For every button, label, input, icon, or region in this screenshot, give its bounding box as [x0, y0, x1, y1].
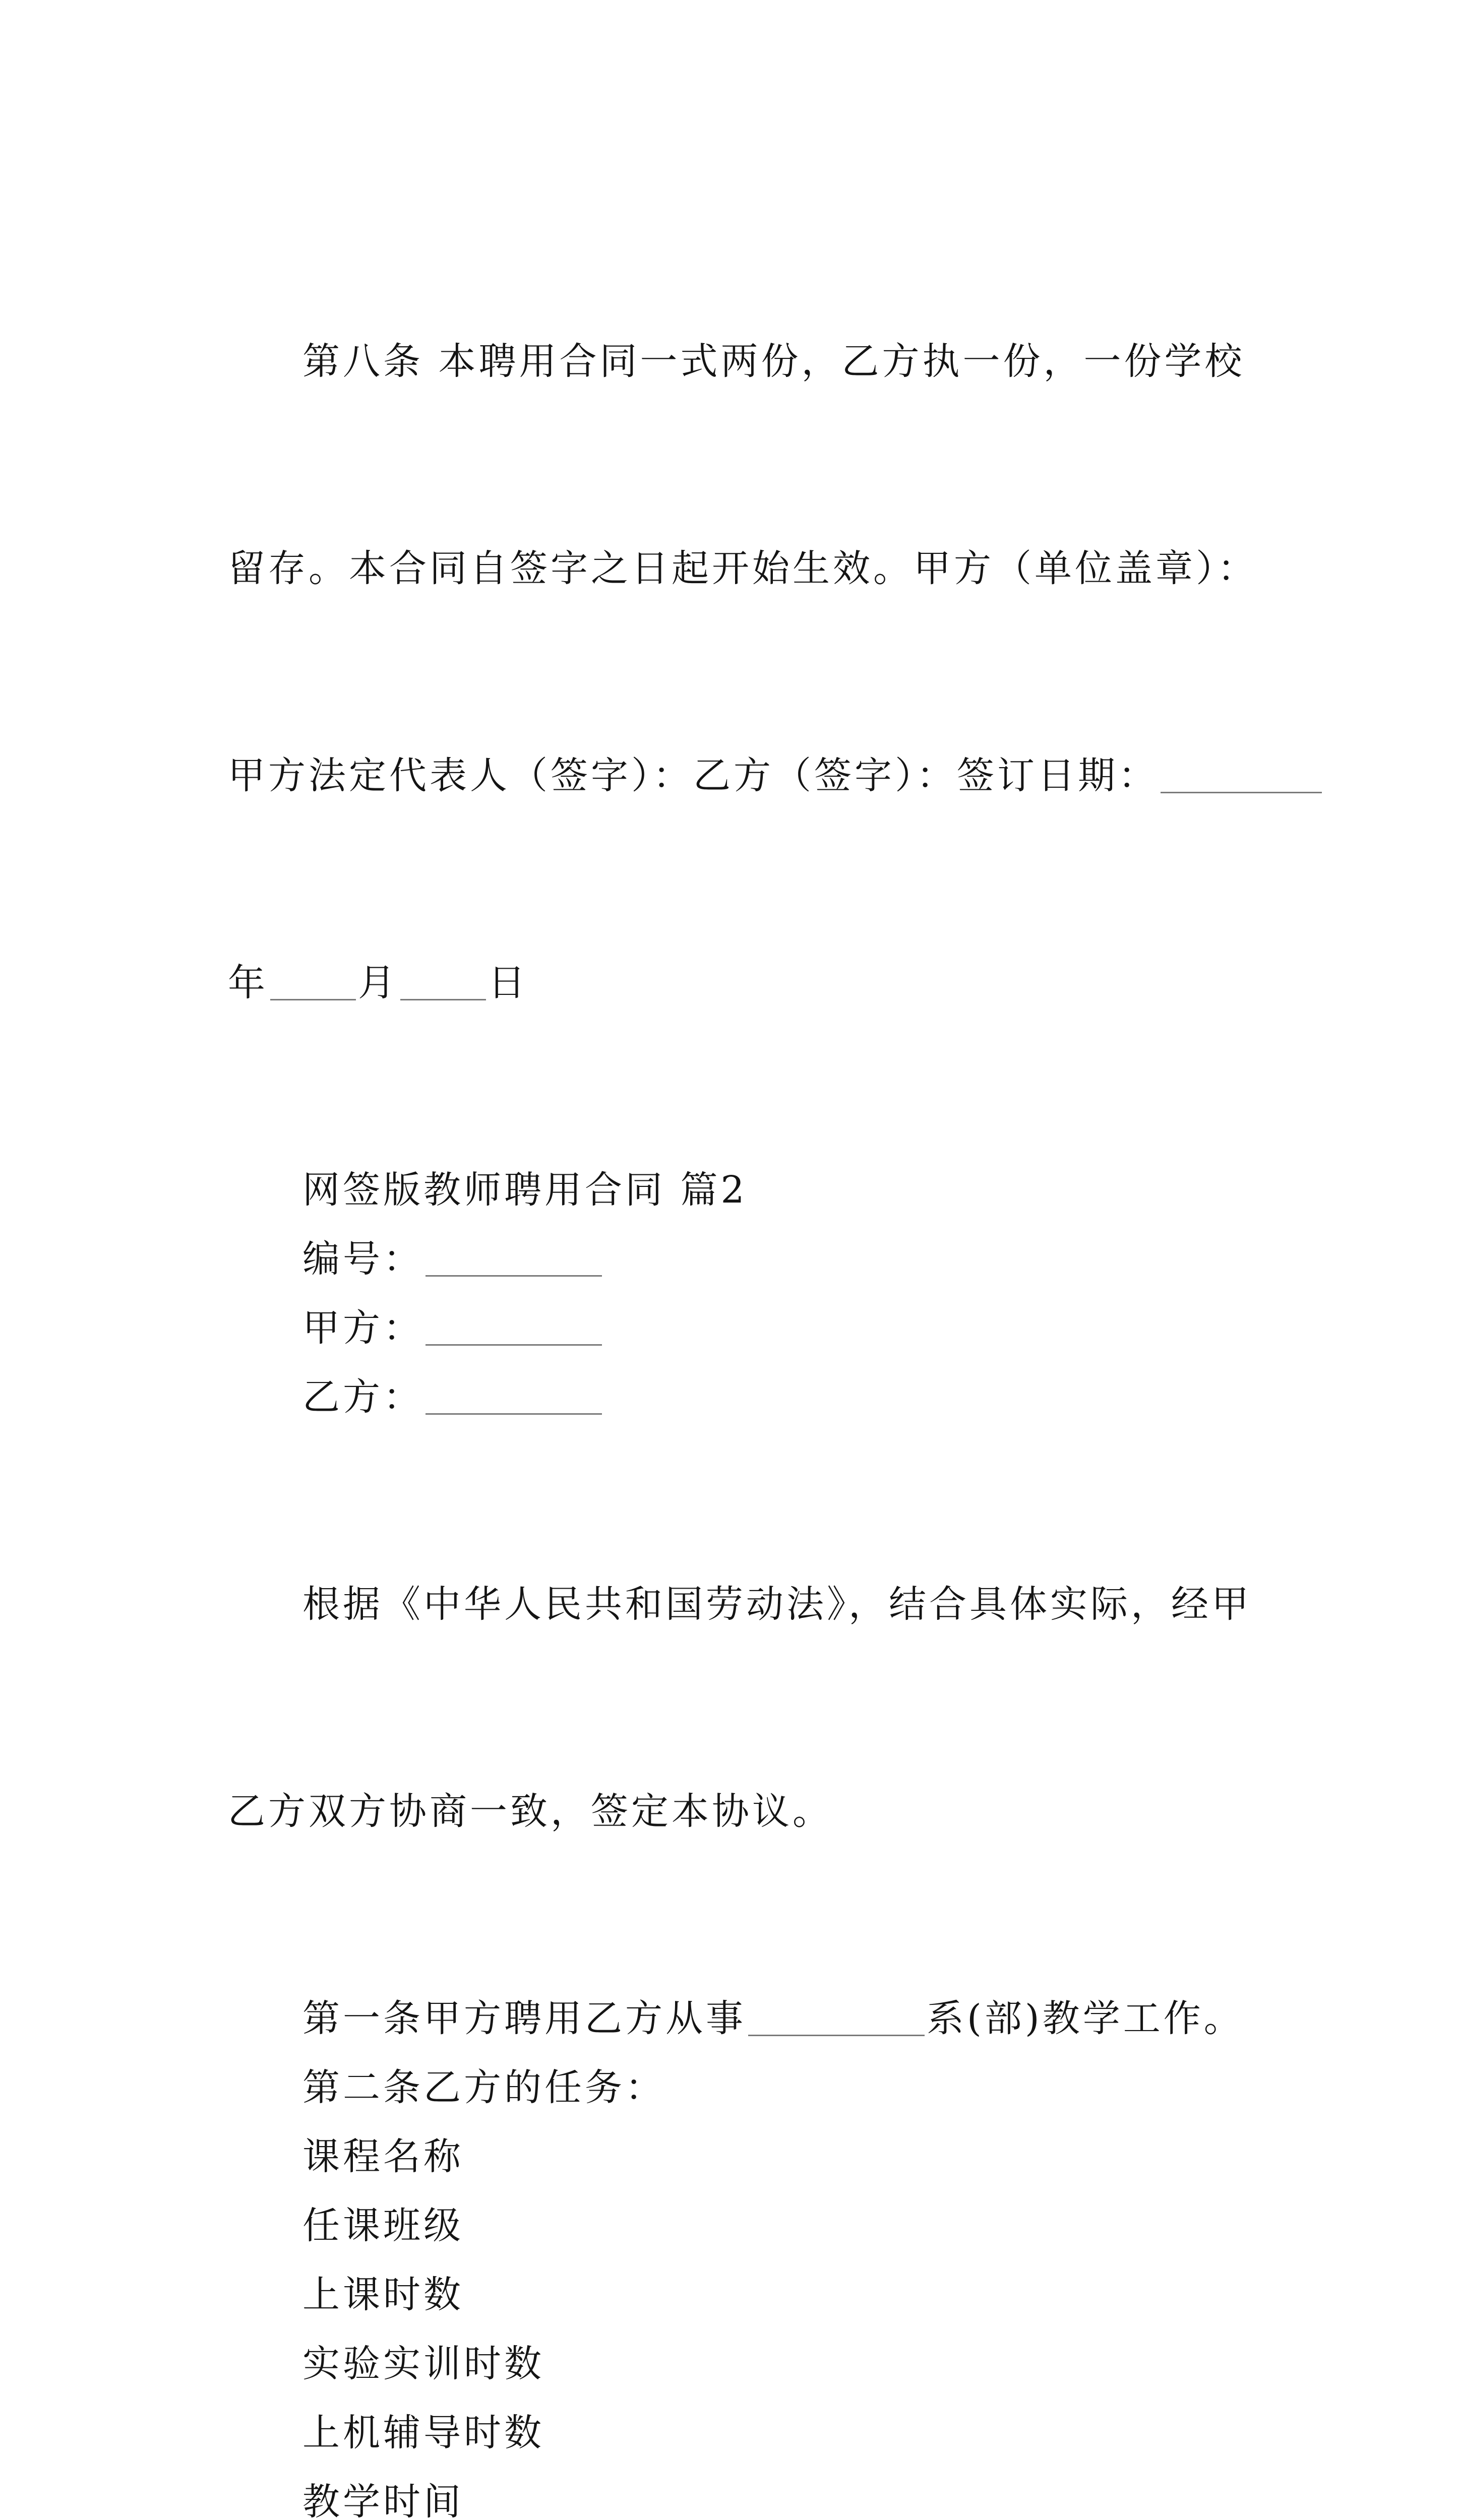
- number-blank: [425, 1238, 602, 1277]
- party-b-label: 乙方：: [302, 1375, 423, 1419]
- article-8-date-line: [228, 949, 1244, 1018]
- preamble-line-1: 根据《中华人民共和国劳动法》，结合具体实际，经甲: [302, 1583, 1252, 1626]
- day-label: 日: [488, 961, 528, 1004]
- month-label: 月: [358, 961, 398, 1004]
- article-8-line-1: 第八条 本聘用合同一式两份，乙方执一份，一份学校: [302, 340, 1245, 383]
- section-title: 网签版教师聘用合同 篇2: [302, 1168, 748, 1212]
- task-item: 任课班级: [302, 2204, 464, 2247]
- party-a-field: [228, 1294, 1244, 1363]
- party-a-blank: [425, 1307, 602, 1346]
- article-8-paragraph: [228, 189, 1258, 1156]
- article-2: 第二条乙方的任务：: [302, 2066, 665, 2109]
- party-a-label: 甲方：: [302, 1306, 423, 1350]
- article-1-prefix: 第一条甲方聘用乙方从事: [302, 1997, 746, 2040]
- task-item: 上课时数: [302, 2273, 464, 2316]
- day-blank: [400, 962, 486, 1000]
- number-field: [228, 1225, 1244, 1294]
- task-item: 上机辅导时数: [302, 2411, 544, 2454]
- document-body: [228, 189, 1258, 2520]
- department-blank: [748, 1997, 925, 2036]
- signing-date-blank: [1161, 754, 1322, 793]
- preamble-paragraph: [228, 1432, 1252, 1984]
- year-label: 年: [228, 961, 268, 1004]
- article-1-suffix: 系(部)教学工作。: [927, 1997, 1244, 2040]
- article-8-line-2: 留存。本合同自签字之日起开始生效。甲方（单位盖章）：: [228, 547, 1258, 590]
- article-8-line-3: [228, 741, 1244, 810]
- task-item: 实验实训时数: [302, 2342, 544, 2385]
- number-label: 编号：: [302, 1237, 423, 1281]
- month-blank: [270, 962, 356, 1000]
- task-item: 教学时间: [302, 2480, 464, 2520]
- party-b-blank: [425, 1376, 602, 1415]
- party-b-field: [228, 1363, 1244, 1432]
- preamble-line-2: 乙方双方协商一致，签定本协议。: [228, 1790, 833, 1833]
- article-1: [228, 1984, 1244, 2053]
- task-item: 课程名称: [302, 2135, 464, 2178]
- signature-line-text: 甲方法定代表人（签字）：乙方（签字）：签订日期：: [228, 754, 1159, 797]
